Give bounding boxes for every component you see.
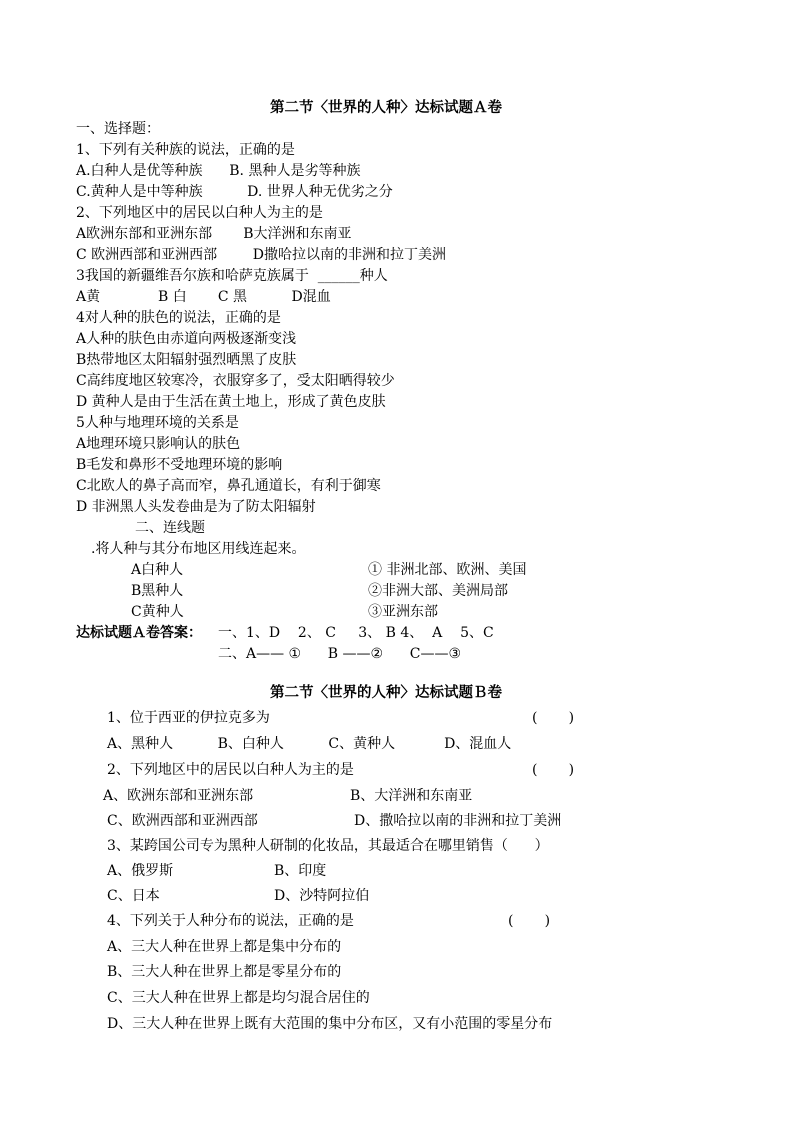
b-q4-option-d: D、三大人种在世界上既有大范围的集中分布区，又有小范围的零星分布	[107, 1016, 553, 1032]
a-q4-option-b: B热带地区太阳辐射强烈晒黑了皮肤	[76, 352, 297, 368]
b-q1-options: A、黑种人 B、白种人 C、黄种人 D、混血人	[107, 736, 512, 752]
b-q1: 1、位于西亚的伊拉克多为	[107, 710, 270, 726]
match-left-item: A白种人	[131, 562, 184, 578]
match-right-item: ① 非洲北部、欧洲、美国	[368, 562, 527, 578]
b-q3-option-c: C、日本	[107, 888, 160, 904]
b-q2-option-d: D、撒哈拉以南的非洲和拉丁美洲	[354, 813, 562, 829]
a-q4-option-c: C高纬度地区较寒冷，衣服穿多了，受太阳晒得较少	[76, 373, 395, 389]
a-q3-options: A黄 B 白 C 黑 D混血	[76, 289, 331, 305]
a-q2-options-1: A欧洲东部和亚洲东部 B大洋洲和东南亚	[76, 226, 352, 242]
b-q2-answer-paren: ( )	[532, 762, 575, 778]
a-q2-options-2: C 欧洲西部和亚洲西部 D撒哈拉以南的非洲和拉丁美洲	[76, 247, 446, 263]
a-q3: 3我国的新疆维吾尔族和哈萨克族属于 ______种人	[76, 268, 388, 284]
answer-label: 达标试题Ａ卷答案：	[76, 625, 202, 641]
a-q1-options-1: A.白种人是优等种族 B. 黑种人是劣等种族	[76, 163, 361, 179]
part2-heading: 二、连线题	[135, 520, 205, 536]
b-q3-option-a: A、俄罗斯	[107, 863, 174, 879]
b-q3-option-d: D、沙特阿拉伯	[274, 888, 370, 904]
a-q1: 1、下列有关种族的说法，正确的是	[76, 142, 295, 158]
answer-line-1: 一、1、D 2、 C 3、 B 4、 A 5、C	[218, 625, 494, 641]
a-q5-option-b: B毛发和鼻形不受地理环境的影响	[76, 457, 283, 473]
b-q3: 3、某跨国公司专为黑种人研制的化妆品，其最适合在哪里销售（ ）	[107, 838, 549, 854]
answer-line-2: 二、A—— ① B ——② C——③	[218, 646, 462, 662]
b-q4-option-c: C、三大人种在世界上都是均匀混合居住的	[107, 990, 370, 1006]
b-q3-option-b: B、印度	[274, 863, 327, 879]
b-q2-option-b: B、大洋洲和东南亚	[350, 788, 473, 804]
b-q4-answer-paren: ( )	[508, 913, 551, 929]
a-q4-option-a: A人种的肤色由赤道向两极逐渐变浅	[76, 331, 297, 347]
a-q5-option-a: A地理环境只影响认的肤色	[76, 436, 241, 452]
a-q5-option-d: D 非洲黑人头发卷曲是为了防太阳辐射	[76, 499, 316, 515]
b-q4: 4、下列关于人种分布的说法，正确的是	[107, 913, 354, 929]
a-q5: 5人种与地理环境的关系是	[76, 415, 239, 431]
a-q4: 4对人种的肤色的说法，正确的是	[76, 310, 281, 326]
section-a-title: 第二节〈世界的人种〉达标试题Ａ卷	[270, 99, 502, 116]
part1-heading: 一、选择题：	[76, 121, 160, 137]
match-right-item: ②非洲大部、美洲局部	[368, 583, 508, 599]
match-right-item: ③亚洲东部	[368, 604, 438, 620]
b-q4-option-b: B、三大人种在世界上都是零星分布的	[107, 964, 342, 980]
b-q2: 2、下列地区中的居民以白种人为主的是	[107, 762, 354, 778]
a-q1-options-2: C.黄种人是中等种族 D. 世界人种无优劣之分	[76, 184, 393, 200]
a-q5-option-c: C北欧人的鼻子高而窄，鼻孔通道长，有利于御寒	[76, 478, 381, 494]
b-q2-option-c: C、欧洲西部和亚洲西部	[107, 813, 258, 829]
b-q4-option-a: A、三大人种在世界上都是集中分布的	[107, 939, 342, 955]
b-q1-answer-paren: ( )	[532, 710, 575, 726]
match-left-item: C黄种人	[131, 604, 184, 620]
section-b-title: 第二节〈世界的人种〉达标试题Ｂ卷	[270, 684, 502, 701]
a-q4-option-d: D 黄种人是由于生活在黄土地上，形成了黄色皮肤	[76, 394, 386, 410]
b-q2-option-a: A、欧洲东部和亚洲东部	[103, 788, 254, 804]
a-q2: 2、下列地区中的居民以白种人为主的是	[76, 205, 323, 221]
match-left-item: B黑种人	[131, 583, 184, 599]
part2-instruction: .将人种与其分布地区用线连起来。	[91, 541, 306, 557]
